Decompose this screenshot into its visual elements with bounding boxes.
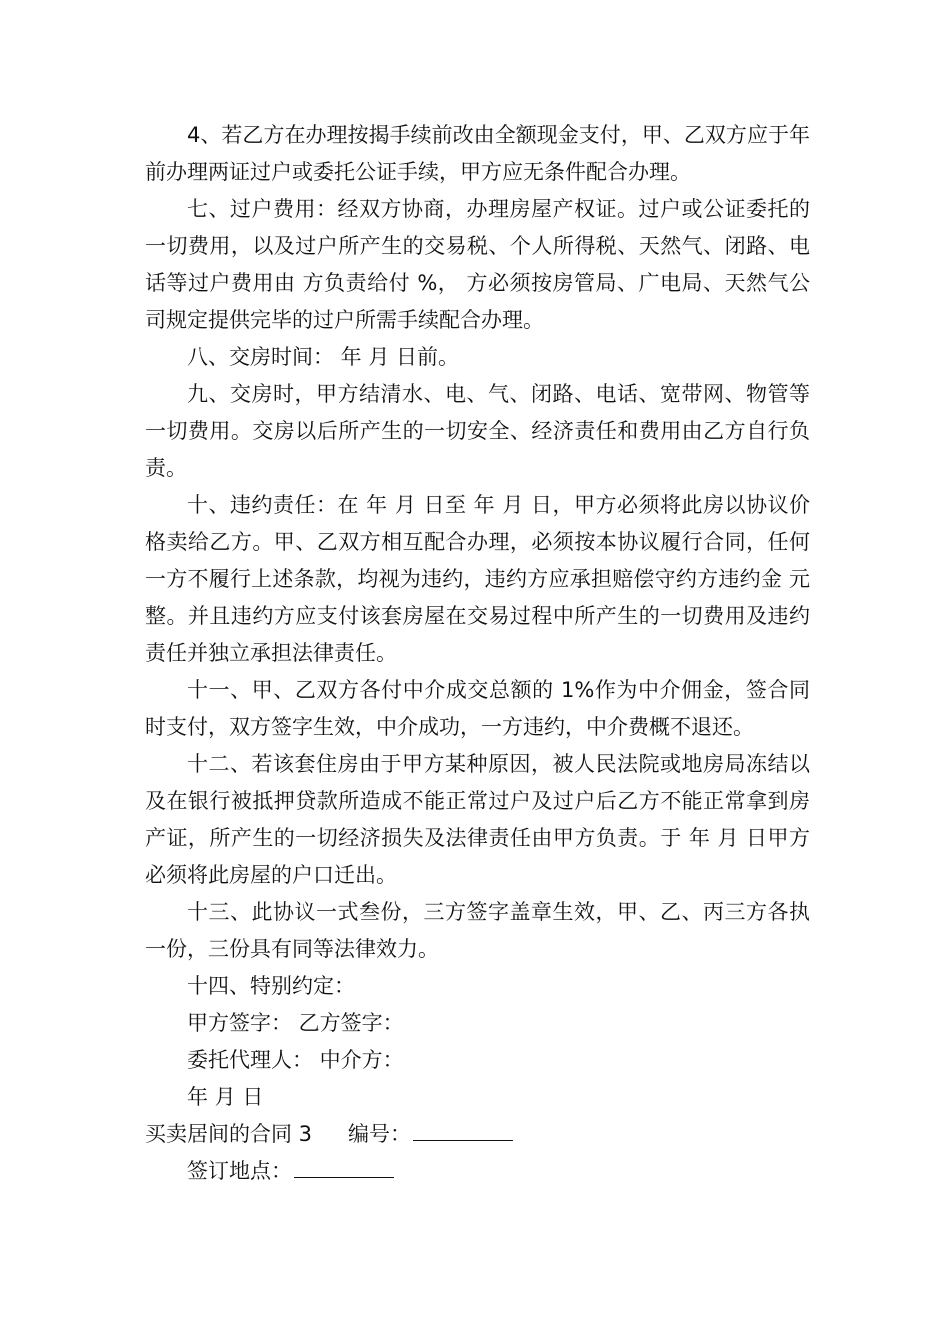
paragraph-handover-settlement: 九、交房时，甲方结清水、电、气、闭路、电话、宽带网、物管等一切费用。交房以后所产生的一切安全、经济责任和费用由乙方自行负责。	[145, 382, 810, 480]
signature-line-parties: 甲方签字： 乙方签字：	[187, 1011, 404, 1035]
contract-body	[145, 117, 810, 1190]
paragraph-breach-liability: 十、违约责任：在 年 月 日至 年 月 日，甲方必须将此房以协议价格卖给乙方。甲、乙双方相互配合办理，必须按本协议履行合同，任何一方不履行上述条款，均视为违约，违约方应承担赔偿守约方违约金 元整。并且违约方应支付该套房屋在交易过程中所产生的一切费用及违约责任并独立承担法律责任。	[145, 493, 810, 665]
paragraph-agency-fee: 十一、甲、乙双方各付中介成交总额的 1%作为中介佣金，签合同时支付，双方签字生效，中介成功，一方违约，中介费概不退还。	[145, 678, 810, 739]
paragraph-handover-time: 八、交房时间： 年 月 日前。	[187, 345, 460, 369]
signature-line-agents: 委托代理人： 中介方：	[187, 1048, 404, 1072]
paragraph-mortgage-cash: 4、若乙方在办理按揭手续前改由全额现金支付，甲、乙双方应于年前办理两证过户或委托公证手续，甲方应无条件配合办理。	[145, 123, 810, 184]
paragraph-transfer-fees: 七、过户费用：经双方协商，办理房屋产权证。过户或公证委托的一切费用，以及过户所产生的交易税、个人所得税、天然气、闭路、电话等过户费用由 方负责给付 %， 方必须按房管局、广电局、天然气公司规定提供完毕的过户所需手续配合办理。	[145, 197, 810, 332]
next-contract-header	[145, 1116, 810, 1153]
contract-number-label: 编号：	[348, 1122, 412, 1146]
signature-date: 年 月 日	[187, 1085, 264, 1109]
signing-place-blank	[294, 1157, 394, 1178]
next-contract-title: 买卖居间的合同 3	[145, 1122, 313, 1146]
contract-number-blank	[413, 1120, 513, 1141]
signing-place-line	[145, 1153, 810, 1190]
special-agreement: 十四、特别约定：	[187, 974, 355, 998]
paragraph-seller-responsibility: 十二、若该套住房由于甲方某种原因，被人民法院或地房局冻结以及在银行被抵押贷款所造成不能正常过户及过户后乙方不能正常拿到房产证，所产生的一切经济损失及法律责任由甲方负责。于 年 月 日甲方必须将此房屋的户口迁出。	[145, 752, 810, 887]
paragraph-copies: 十三、此协议一式叁份，三方签字盖章生效，甲、乙、丙三方各执一份，三份具有同等法律效力。	[145, 900, 810, 961]
signing-place-label: 签订地点：	[187, 1159, 292, 1183]
